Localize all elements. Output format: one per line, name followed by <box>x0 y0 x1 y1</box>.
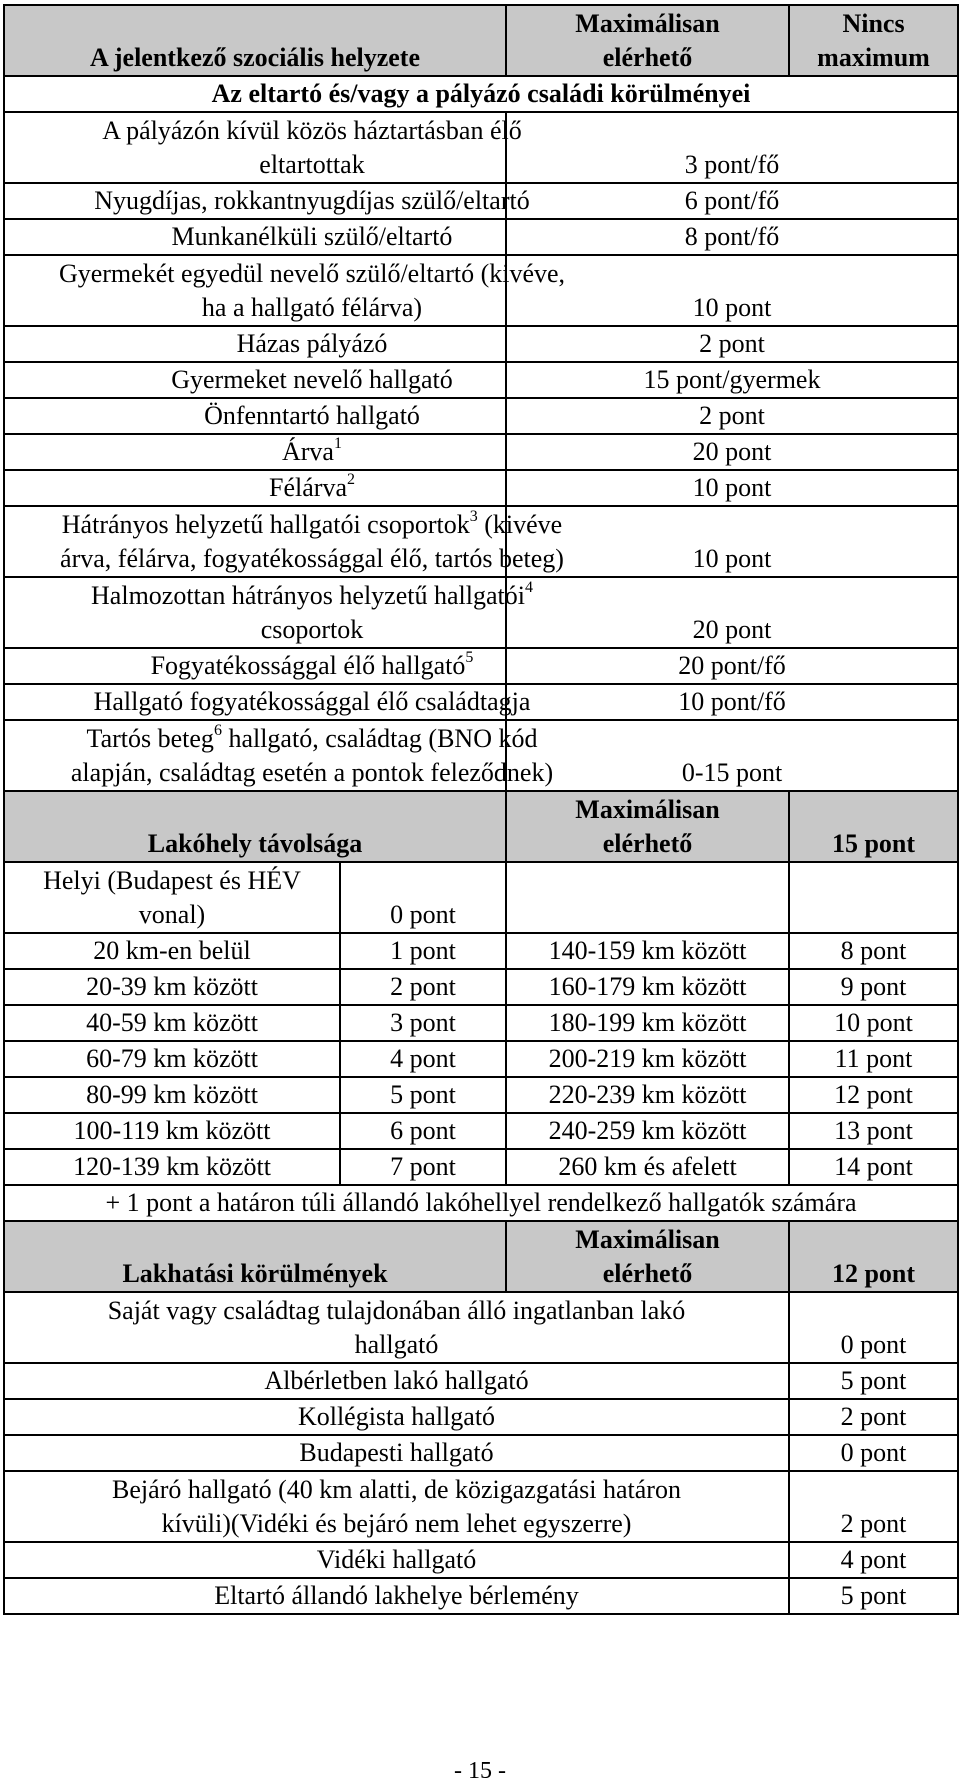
distance-label: 160-179 km között <box>506 969 789 1005</box>
section1-header-title: A jelentkező szociális helyzete <box>4 5 506 76</box>
distance-label: 60-79 km között <box>4 1041 340 1077</box>
row-label: Gyermeket nevelő hallgató <box>4 362 506 398</box>
row-label: Tartós beteg$^6$ hallgató, családtag (BNO kód alapján, családtag esetén a pontok feleződnek) <box>4 720 506 791</box>
distance-label: 80-99 km között <box>4 1077 340 1113</box>
distance-label: 180-199 km között <box>506 1005 789 1041</box>
distance-points: 4 pont <box>340 1041 506 1077</box>
footnote-marker: 2 <box>346 471 355 489</box>
section2-header-points: 15 pont <box>789 791 958 862</box>
section2-header-title: Lakóhely távolsága <box>4 791 506 862</box>
table-row <box>4 183 958 219</box>
table-row <box>4 1077 958 1113</box>
row-label: Saját vagy családtag tulajdonában álló ingatlanban lakó hallgató <box>4 1292 789 1363</box>
table-row <box>4 1149 958 1185</box>
row-label: Kollégista hallgató <box>4 1399 789 1435</box>
distance-points: 1 pont <box>340 933 506 969</box>
section1-header-nomax: Nincs maximum <box>789 5 958 76</box>
row-value: 20 pont <box>506 434 958 470</box>
row-label: Félárva$^2$ <box>4 470 506 506</box>
row-value: 10 pont/fő <box>506 684 958 720</box>
row-label: Árva$^1$ <box>4 434 506 470</box>
row-value: 0 pont <box>789 1435 958 1471</box>
section3-header-title: Lakhatási körülmények <box>4 1221 506 1292</box>
row-value: 20 pont/fő <box>506 648 958 684</box>
distance-label: 260 km és afelett <box>506 1149 789 1185</box>
distance-label: 240-259 km között <box>506 1113 789 1149</box>
distance-points: 8 pont <box>789 933 958 969</box>
section3-header-points: 12 pont <box>789 1221 958 1292</box>
row-label: Halmozottan hátrányos helyzetű hallgatói$^4$ csoportok <box>4 577 506 648</box>
table-row <box>4 969 958 1005</box>
table-row <box>4 1471 958 1542</box>
distance-label: 220-239 km között <box>506 1077 789 1113</box>
empty-cell <box>789 862 958 933</box>
footnote-marker: 5 <box>465 649 474 667</box>
row-value: 2 pont <box>506 398 958 434</box>
row-label: Hátrányos helyzetű hallgatói csoportok$^3$ (kivéve árva, félárva, fogyatékossággal élő, tartós beteg) <box>4 506 506 577</box>
row-label: Hallgató fogyatékossággal élő családtagja <box>4 684 506 720</box>
section1-subheader: Az eltartó és/vagy a pályázó családi körülményei <box>4 76 958 112</box>
table-row <box>4 720 958 791</box>
row-value: 3 pont/fő <box>506 112 958 183</box>
distance-points: 0 pont <box>340 862 506 933</box>
section2-header-row <box>4 791 958 862</box>
table-row <box>4 255 958 326</box>
distance-points: 2 pont <box>340 969 506 1005</box>
distance-label: 20 km-en belül <box>4 933 340 969</box>
row-value: 10 pont <box>506 470 958 506</box>
row-value: 4 pont <box>789 1542 958 1578</box>
distance-points: 6 pont <box>340 1113 506 1149</box>
footnote-marker: 4 <box>524 579 533 597</box>
table-row <box>4 506 958 577</box>
row-label: Munkanélküli szülő/eltartó <box>4 219 506 255</box>
row-value: 0-15 pont <box>506 720 958 791</box>
distance-label: 140-159 km között <box>506 933 789 969</box>
note-row <box>4 1185 958 1221</box>
section2-header-max: Maximálisan elérhető <box>506 791 789 862</box>
table-row <box>4 1005 958 1041</box>
row-value: 2 pont <box>506 326 958 362</box>
table-row <box>4 1542 958 1578</box>
table-row <box>4 1399 958 1435</box>
distance-label: 100-119 km között <box>4 1113 340 1149</box>
row-value: 0 pont <box>789 1292 958 1363</box>
row-value: 2 pont <box>789 1471 958 1542</box>
distance-points: 10 pont <box>789 1005 958 1041</box>
row-value: 20 pont <box>506 577 958 648</box>
section1-subheader-row <box>4 76 958 112</box>
distance-points: 9 pont <box>789 969 958 1005</box>
row-label: A pályázón kívül közös háztartásban élő eltartottak <box>4 112 506 183</box>
table-row <box>4 933 958 969</box>
table-row <box>4 470 958 506</box>
distance-points: 3 pont <box>340 1005 506 1041</box>
row-value: 10 pont <box>506 255 958 326</box>
points-table <box>3 4 959 1615</box>
row-value: 10 pont <box>506 506 958 577</box>
table-row <box>4 648 958 684</box>
table-row <box>4 1113 958 1149</box>
row-value: 5 pont <box>789 1578 958 1614</box>
distance-points: 7 pont <box>340 1149 506 1185</box>
row-value: 15 pont/gyermek <box>506 362 958 398</box>
section3-header-row <box>4 1221 958 1292</box>
distance-points: 5 pont <box>340 1077 506 1113</box>
row-label: Vidéki hallgató <box>4 1542 789 1578</box>
row-label: Fogyatékossággal élő hallgató$^5$ <box>4 648 506 684</box>
row-label: Gyermekét egyedül nevelő szülő/eltartó (kivéve, ha a hallgató félárva) <box>4 255 506 326</box>
row-value: 8 pont/fő <box>506 219 958 255</box>
table-row <box>4 1041 958 1077</box>
distance-points: 13 pont <box>789 1113 958 1149</box>
distance-points: 12 pont <box>789 1077 958 1113</box>
table-row <box>4 862 958 933</box>
distance-label: 200-219 km között <box>506 1041 789 1077</box>
border-bonus-note: + 1 pont a határon túli állandó lakóhellyel rendelkező hallgatók számára <box>4 1185 958 1221</box>
table-row <box>4 219 958 255</box>
distance-points: 11 pont <box>789 1041 958 1077</box>
table-row <box>4 1578 958 1614</box>
row-value: 5 pont <box>789 1363 958 1399</box>
row-value: 6 pont/fő <box>506 183 958 219</box>
row-label: Önfenntartó hallgató <box>4 398 506 434</box>
row-label: Budapesti hallgató <box>4 1435 789 1471</box>
row-label: Bejáró hallgató (40 km alatti, de közigazgatási határon kívüli)(Vidéki és bejáró nem lehet egyszerre) <box>4 1471 789 1542</box>
page-number: - 15 - <box>454 1758 506 1784</box>
row-label: Eltartó állandó lakhelye bérlemény <box>4 1578 789 1614</box>
footnote-marker: 1 <box>333 435 342 453</box>
row-label: Házas pályázó <box>4 326 506 362</box>
distance-label: 120-139 km között <box>4 1149 340 1185</box>
section1-header-row <box>4 5 958 76</box>
table-row <box>4 362 958 398</box>
table-row <box>4 1435 958 1471</box>
section3-header-max: Maximálisan elérhető <box>506 1221 789 1292</box>
distance-label: 20-39 km között <box>4 969 340 1005</box>
section1-header-max: Maximálisan elérhető <box>506 5 789 76</box>
distance-points: 14 pont <box>789 1149 958 1185</box>
table-row <box>4 434 958 470</box>
footnote-marker: 6 <box>213 722 222 740</box>
table-row <box>4 326 958 362</box>
table-row <box>4 577 958 648</box>
table-row <box>4 1292 958 1363</box>
empty-cell <box>506 862 789 933</box>
distance-label: 40-59 km között <box>4 1005 340 1041</box>
row-label: Albérletben lakó hallgató <box>4 1363 789 1399</box>
table-row <box>4 398 958 434</box>
row-value: 2 pont <box>789 1399 958 1435</box>
footnote-marker: 3 <box>469 508 478 526</box>
table-row <box>4 1363 958 1399</box>
table-row <box>4 112 958 183</box>
row-label: Nyugdíjas, rokkantnyugdíjas szülő/eltartó <box>4 183 506 219</box>
distance-label: Helyi (Budapest és HÉV vonal) <box>4 862 340 933</box>
table-row <box>4 684 958 720</box>
